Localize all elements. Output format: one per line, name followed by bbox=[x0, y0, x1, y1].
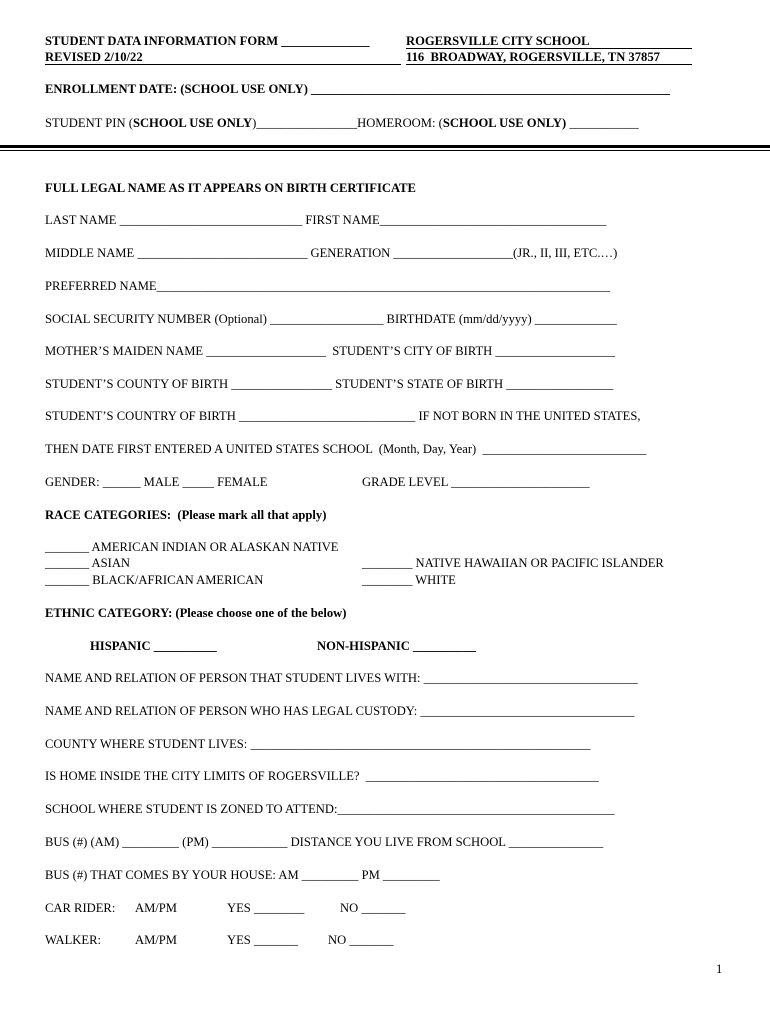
race-native-hawaiian[interactable]: ________ NATIVE HAWAIIAN OR PACIFIC ISLANDER bbox=[362, 556, 664, 570]
city-limits-field[interactable]: IS HOME INSIDE THE CITY LIMITS OF ROGERSVILLE? _____________________________________ bbox=[45, 769, 599, 783]
homeroom-blank: ___________ bbox=[566, 116, 639, 130]
page-number: 1 bbox=[716, 962, 723, 976]
pin-label-prefix: STUDENT PIN ( bbox=[45, 116, 133, 130]
county-state-of-birth-field[interactable]: STUDENT’S COUNTY OF BIRTH ________________ STUDENT’S STATE OF BIRTH _________________ bbox=[45, 377, 614, 391]
maiden-name-city-field[interactable]: MOTHER’S MAIDEN NAME ___________________ STUDENT’S CITY OF BIRTH ___________________ bbox=[45, 344, 616, 358]
header-divider-thin bbox=[0, 150, 770, 151]
ethnic-non-hispanic[interactable]: NON-HISPANIC __________ bbox=[317, 639, 476, 653]
bus-am-pm-distance-field[interactable]: BUS (#) (AM) _________ (PM) ____________ DISTANCE YOU LIVE FROM SCHOOL _______________ bbox=[45, 835, 604, 849]
gender-field[interactable]: GENDER: ______ MALE _____ FEMALE bbox=[45, 475, 268, 489]
last-first-name-field[interactable]: LAST NAME _____________________________ FIRST NAME____________________________________ bbox=[45, 213, 607, 227]
ssn-birthdate-field[interactable]: SOCIAL SECURITY NUMBER (Optional) __________________ BIRTHDATE (mm/dd/yyyy) _____________ bbox=[45, 312, 617, 326]
country-of-birth-field[interactable]: STUDENT’S COUNTRY OF BIRTH ____________________________ IF NOT BORN IN THE UNITED STATES, bbox=[45, 409, 641, 423]
walker-yes[interactable]: YES _______ bbox=[227, 933, 299, 947]
lives-with-field[interactable]: NAME AND RELATION OF PERSON THAT STUDENT LIVES WITH: __________________________________ bbox=[45, 671, 638, 685]
car-rider-ampm: AM/PM bbox=[135, 901, 177, 915]
first-entered-us-school-field[interactable]: THEN DATE FIRST ENTERED A UNITED STATES SCHOOL (Month, Day, Year) __________________________ bbox=[45, 442, 647, 456]
zoned-school-field[interactable]: SCHOOL WHERE STUDENT IS ZONED TO ATTEND:____________________________________________ bbox=[45, 802, 615, 816]
homeroom-school-use-only: SCHOOL USE ONLY) bbox=[442, 116, 567, 130]
student-pin-homeroom-row[interactable] bbox=[45, 116, 639, 131]
bus-by-house-field[interactable]: BUS (#) THAT COMES BY YOUR HOUSE: AM _________ PM _________ bbox=[45, 868, 440, 882]
legal-custody-field[interactable]: NAME AND RELATION OF PERSON WHO HAS LEGAL CUSTODY: __________________________________ bbox=[45, 704, 635, 718]
car-rider-label: CAR RIDER: bbox=[45, 901, 116, 915]
car-rider-no[interactable]: NO _______ bbox=[340, 901, 406, 915]
legal-name-heading: FULL LEGAL NAME AS IT APPEARS ON BIRTH CERTIFICATE bbox=[45, 181, 416, 195]
race-asian[interactable]: _______ ASIAN bbox=[45, 556, 131, 570]
form-title: STUDENT DATA INFORMATION FORM ______________ bbox=[45, 34, 370, 48]
header-divider-thick bbox=[0, 145, 770, 148]
car-rider-yes[interactable]: YES ________ bbox=[227, 901, 305, 915]
ethnic-hispanic[interactable]: HISPANIC __________ bbox=[90, 639, 217, 653]
pin-homeroom-mid: )________________HOMEROOM: ( bbox=[252, 116, 443, 130]
race-white[interactable]: ________ WHITE bbox=[362, 573, 456, 587]
middle-name-generation-field[interactable]: MIDDLE NAME ___________________________ GENERATION ___________________(JR., II, III, ETC.…) bbox=[45, 246, 618, 260]
walker-label: WALKER: bbox=[45, 933, 101, 947]
school-address: 116 BROADWAY, ROGERSVILLE, TN 37857 bbox=[406, 50, 692, 65]
pin-school-use-only: SCHOOL USE ONLY bbox=[132, 116, 253, 130]
preferred-name-field[interactable]: PREFERRED NAME________________________________________________________________________ bbox=[45, 279, 610, 293]
county-lives-field[interactable]: COUNTY WHERE STUDENT LIVES: ______________________________________________________ bbox=[45, 737, 591, 751]
revised-date: REVISED 2/10/22 bbox=[45, 50, 401, 65]
ethnic-category-heading: ETHNIC CATEGORY: (Please choose one of the below) bbox=[45, 606, 347, 620]
walker-ampm: AM/PM bbox=[135, 933, 177, 947]
race-black-african-american[interactable]: _______ BLACK/AFRICAN AMERICAN bbox=[45, 573, 264, 587]
race-american-indian[interactable]: _______ AMERICAN INDIAN OR ALASKAN NATIVE bbox=[45, 540, 339, 554]
grade-level-field[interactable]: GRADE LEVEL ______________________ bbox=[362, 475, 590, 489]
walker-no[interactable]: NO _______ bbox=[328, 933, 394, 947]
enrollment-date-field[interactable]: ENROLLMENT DATE: (SCHOOL USE ONLY) _________________________________________________________ bbox=[45, 82, 670, 96]
race-categories-heading: RACE CATEGORIES: (Please mark all that apply) bbox=[45, 508, 327, 522]
school-name: ROGERSVILLE CITY SCHOOL bbox=[406, 34, 692, 49]
